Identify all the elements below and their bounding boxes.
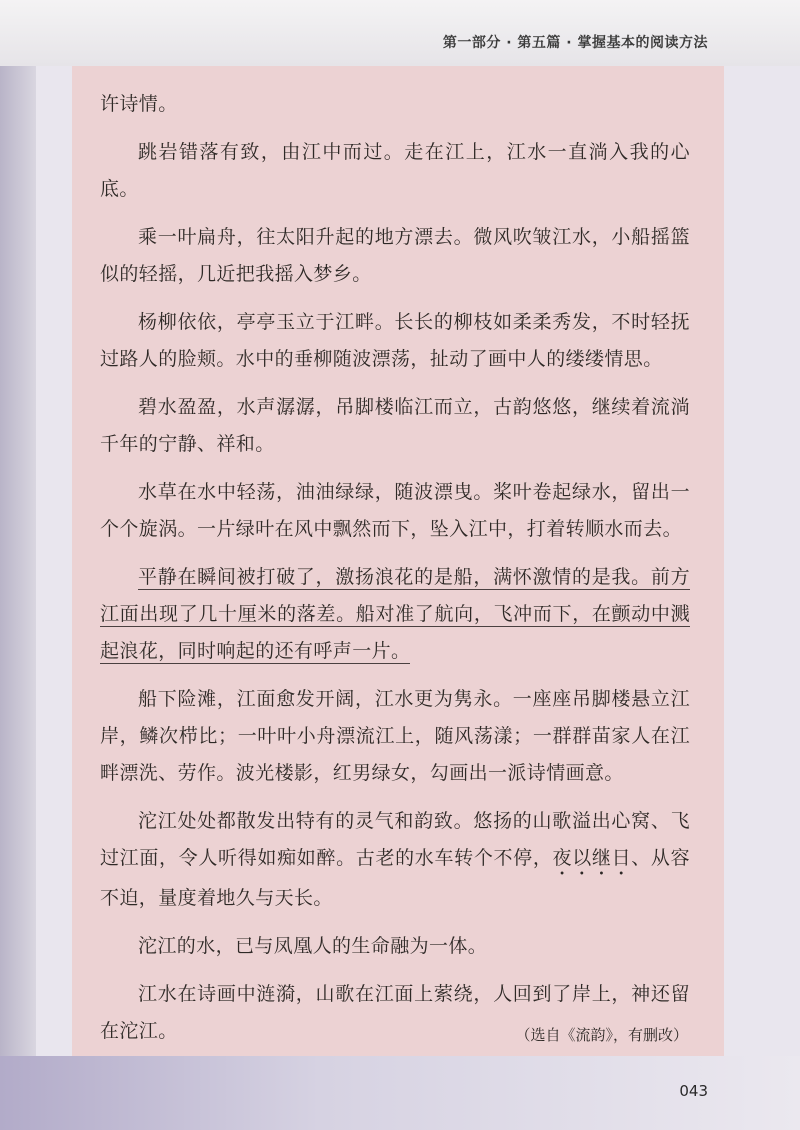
paragraph: 跳岩错落有致，由江中而过。走在江上，江水一直淌入我的心底。 — [100, 141, 690, 200]
left-margin-bleed — [0, 66, 36, 1056]
paragraph-emphasis — [100, 803, 690, 917]
paragraph: 江水在诗画中涟漪，山歌在江面上萦绕，人回到了岸上，神还留在沱江。 — [100, 983, 690, 1042]
source-citation: （选自《流韵》，有删改） — [515, 1026, 688, 1044]
article-body — [100, 86, 690, 1061]
running-header: 第一部分 · 第五篇 · 掌握基本的阅读方法 — [442, 35, 708, 51]
paragraph: 船下险滩，江面愈发开阔，江水更为隽永。一座座吊脚楼悬立江岸，鳞次栉比；一叶叶小舟漂流江上，随风荡漾；一群群苗家人在江畔漂洗、劳作。波光楼影，红男绿女，勾画出一派诗情画意。 — [100, 688, 690, 784]
emphasized-phrase: 夜以继日 — [552, 847, 632, 869]
paragraph: 乘一叶扁舟，往太阳升起的地方漂去。微风吹皱江水，小船摇篮似的轻摇，几近把我摇入梦乡。 — [100, 226, 690, 285]
paragraph: 沱江的水，已与凤凰人的生命融为一体。 — [138, 935, 488, 957]
text-before: 沱江处处都散发出特有的灵气和韵致。悠扬的山歌溢出心窝、飞过江面，令人听得如痴如醉。古老的水车转个不停， — [100, 810, 690, 869]
paragraph: 水草在水中轻荡，油油绿绿，随波漂曳。桨叶卷起绿水，留出一个个旋涡。一片绿叶在风中飘然而下，坠入江中，打着转顺水而去。 — [100, 481, 690, 540]
paragraph: 碧水盈盈，水声潺潺，吊脚楼临江而立，古韵悠悠，继续着流淌千年的宁静、祥和。 — [100, 396, 690, 455]
paragraph: 许诗情。 — [100, 93, 178, 115]
underlined-paragraph — [100, 559, 690, 670]
paragraph: 杨柳依依，亭亭玉立于江畔。长长的柳枝如柔柔秀发，不时轻抚过路人的脸颊。水中的垂柳随波漂荡，扯动了画中人的缕缕情思。 — [100, 311, 690, 370]
underlined-text: 平静在瞬间被打破了，激扬浪花的是船，满怀激情的是我。前方江面出现了几十厘米的落差。船对准了航向，飞冲而下，在颤动中溅起浪花，同时响起的还有呼声一片。 — [100, 566, 690, 662]
text-after: 、从容不迫，量度着地久与天长。 — [100, 847, 691, 909]
page-number: 043 — [679, 1082, 708, 1100]
